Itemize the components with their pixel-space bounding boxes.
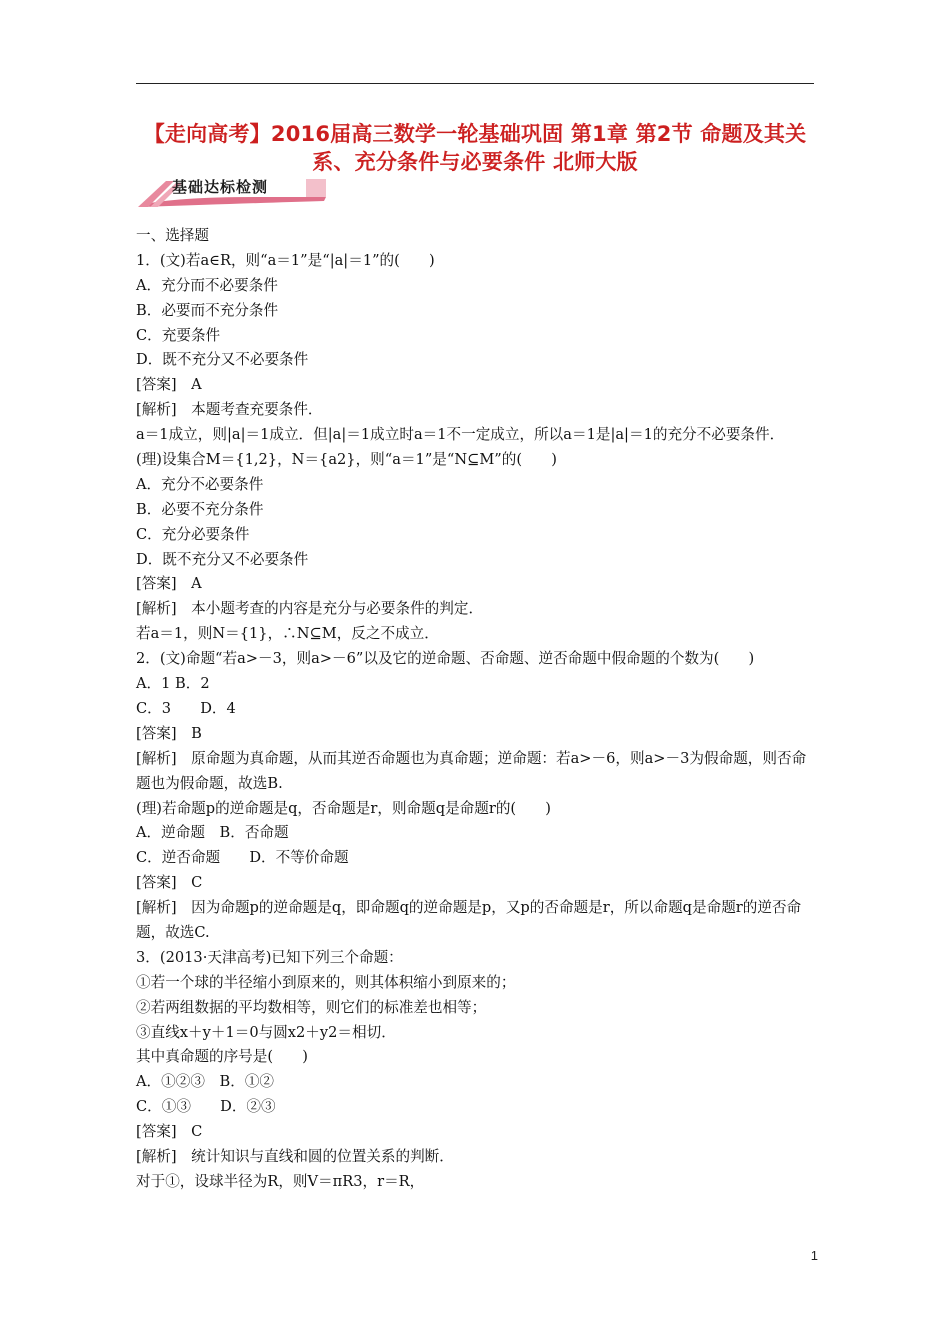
option-d: D．既不充分又不必要条件: [136, 550, 309, 568]
analysis-text: 若a＝1，则N＝{1}，∴N⊆M，反之不成立．: [136, 625, 439, 643]
question-2-wen: 2．(文)命题“若a>－3，则a>－6”以及它的逆命题、否命题、逆否命题中假命题的个数为( ): [136, 650, 755, 668]
analysis: [解析] 原命题为真命题，从而其逆否命题也为真命题；逆命题：若a>－6，则a>－3为假命题，则否命题也为假命题，故选B.: [136, 749, 807, 792]
document-body: [136, 224, 816, 1195]
option-b: B．必要而不充分条件: [136, 301, 279, 319]
option-a: A．充分不必要条件: [136, 475, 264, 493]
analysis-text: 对于①，设球半径为R，则V＝πR3，r＝R，: [136, 1172, 425, 1190]
option-b: B．必要不充分条件: [136, 500, 264, 518]
banner-label: 基础达标检测: [172, 178, 269, 196]
question-2-li: (理)若命题p的逆命题是q，否命题是r，则命题q是命题r的( ): [136, 799, 552, 817]
question-1-wen: 1．(文)若a∈R，则“a＝1”是“|a|＝1”的( ): [136, 251, 435, 269]
section-heading: 一、选择题: [136, 227, 209, 244]
options-ab: A．逆命题 B．否命题: [136, 824, 289, 842]
analysis: [解析] 本题考查充要条件．: [136, 401, 323, 419]
options-cd: C．3 D．4: [136, 699, 236, 717]
statement-2: ②若两组数据的平均数相等，则它们的标准差也相等；: [136, 998, 487, 1016]
analysis: [解析] 统计知识与直线和圆的位置关系的判断．: [136, 1148, 454, 1166]
options-cd: C．①③ D．②③: [136, 1098, 276, 1116]
question-1-li: (理)设集合M＝{1,2}，N＝{a2}，则“a＝1”是“N⊆M”的( ): [136, 451, 557, 469]
analysis: [解析] 因为命题p的逆命题是q，即命题q的逆命题是p，又p的否命题是r，所以命题q是命题r的逆否命题，故选C.: [136, 899, 802, 941]
analysis-text: a＝1成立，则|a|＝1成立．但|a|＝1成立时a＝1不一定成立，所以a＝1是|a|＝1的充分不必要条件．: [136, 426, 785, 444]
option-c: C．充要条件: [136, 326, 221, 344]
options-ab: A．①②③ B．①②: [136, 1073, 275, 1091]
option-c: C．充分必要条件: [136, 525, 250, 543]
options-ab: A．1 B．2: [136, 675, 210, 693]
answer: [答案] C: [136, 1123, 203, 1141]
option-d: D．既不充分又不必要条件: [136, 351, 309, 369]
statement-3: ③直线x＋y＋1＝0与圆x2＋y2＝相切．: [136, 1023, 396, 1041]
question-3: 3．(2013·天津高考)已知下列三个命题：: [136, 948, 403, 966]
page-number: 1: [810, 1248, 818, 1263]
document-title: 【走向高考】2016届高三数学一轮基础巩固 第1章 第2节 命题及其关系、充分条件与必要条件 北师大版: [143, 122, 807, 174]
answer: [答案] A: [136, 575, 202, 593]
answer: [答案] A: [136, 376, 202, 394]
section-banner: [136, 175, 336, 209]
answer: [答案] B: [136, 724, 202, 742]
answer: [答案] C: [136, 874, 203, 892]
options-cd: C．逆否命题 D．不等价命题: [136, 849, 349, 867]
option-a: A．充分而不必要条件: [136, 276, 278, 294]
statement-1: ①若一个球的半径缩小到原来的，则其体积缩小到原来的；: [136, 973, 516, 991]
analysis: [解析] 本小题考查的内容是充分与必要条件的判定．: [136, 600, 484, 618]
header-rule: [136, 83, 814, 84]
question-3-prompt: 其中真命题的序号是( ): [136, 1048, 308, 1066]
